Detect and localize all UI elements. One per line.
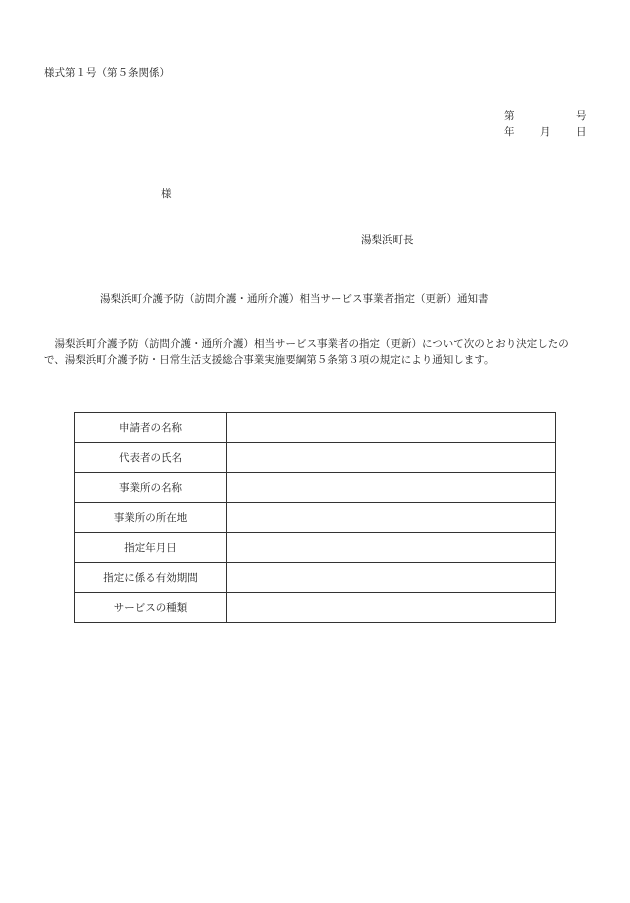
table-row [75, 563, 556, 593]
row-value [227, 413, 556, 443]
document-number-prefix: 第 [504, 110, 515, 122]
document-number-suffix: 号 [576, 110, 587, 122]
row-label: 事業所の名称 [75, 473, 227, 503]
row-value [227, 593, 556, 623]
table-row [75, 533, 556, 563]
table-row [75, 503, 556, 533]
row-label: 指定年月日 [75, 533, 227, 563]
date-year: 年 [504, 126, 515, 138]
row-label: 事業所の所在地 [75, 503, 227, 533]
addressee-suffix: 様 [161, 188, 172, 200]
details-table [74, 412, 556, 623]
row-value [227, 503, 556, 533]
row-label: サービスの種類 [75, 593, 227, 623]
document-title: 湯梨浜町介護予防（訪問介護・通所介護）相当サービス事業者指定（更新）通知書 [100, 293, 489, 305]
table-row [75, 473, 556, 503]
row-label: 代表者の氏名 [75, 443, 227, 473]
row-label: 指定に係る有効期間 [75, 563, 227, 593]
date-day: 日 [576, 126, 587, 138]
issuer-name: 湯梨浜町長 [361, 234, 414, 246]
row-value [227, 563, 556, 593]
row-label: 申請者の名称 [75, 413, 227, 443]
body-paragraph: 湯梨浜町介護予防（訪問介護・通所介護）相当サービス事業者の指定（更新）について次のとおり決定したので、湯梨浜町介護予防・日常生活支援総合事業実施要綱第５条第３項の規定により通知します。 [44, 338, 569, 366]
table-row [75, 413, 556, 443]
table-row [75, 443, 556, 473]
form-label: 様式第１号（第５条関係） [44, 67, 170, 79]
table-row [75, 593, 556, 623]
row-value [227, 473, 556, 503]
row-value [227, 443, 556, 473]
date-month: 月 [540, 126, 551, 138]
row-value [227, 533, 556, 563]
